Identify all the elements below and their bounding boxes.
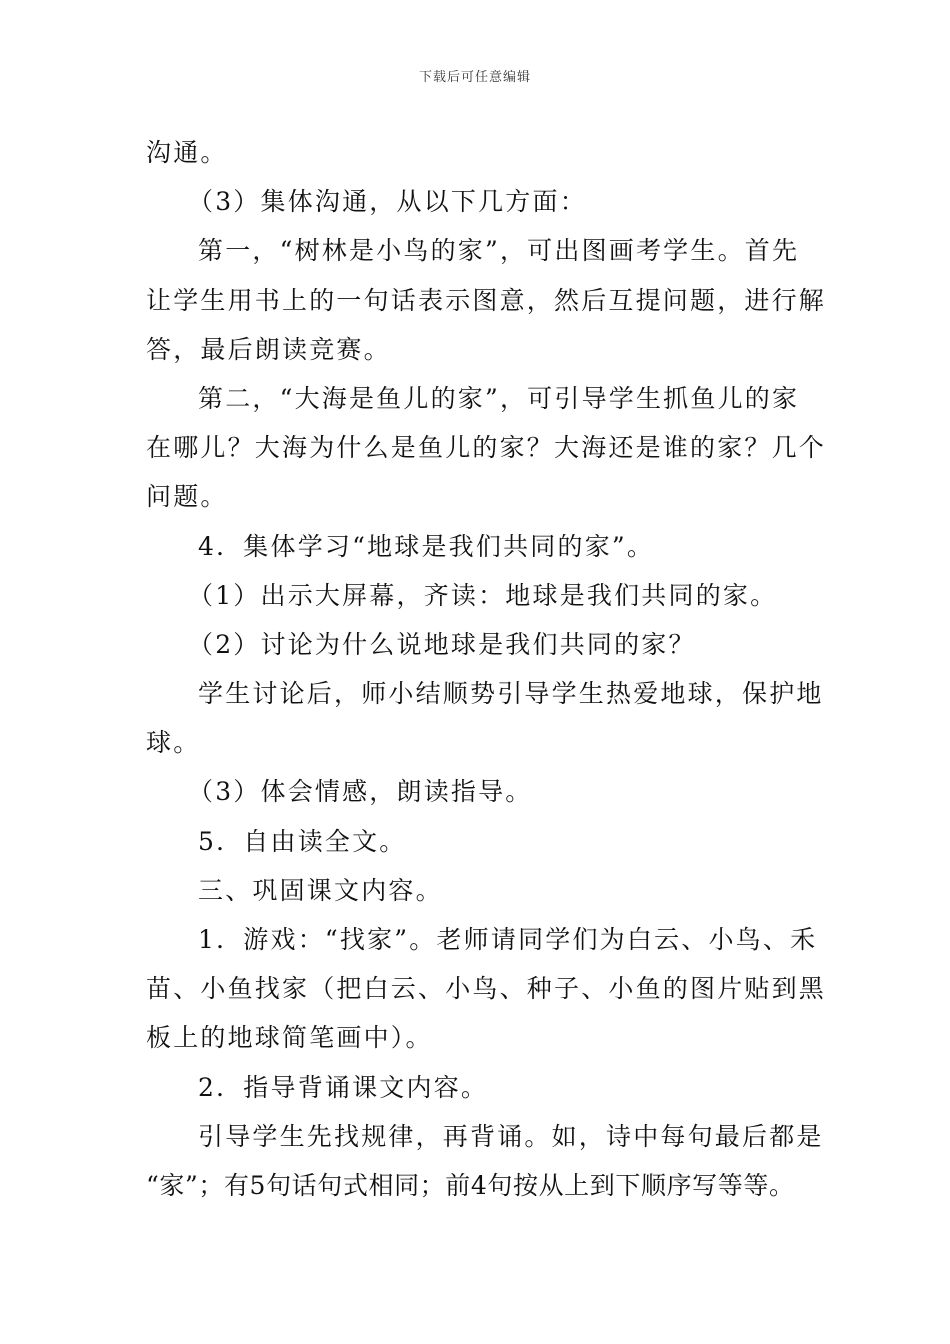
text-line: （1）出示大屏幕，齐读：地球是我们共同的家。 bbox=[188, 580, 778, 610]
text-line: 答，最后朗读竞赛。 bbox=[146, 334, 391, 364]
text-line: 问题。 bbox=[146, 482, 228, 512]
text-line: 1．游戏：“找家”。老师请同学们为白云、小鸟、禾 bbox=[198, 925, 818, 954]
page-header: 下载后可任意编辑 bbox=[418, 70, 531, 85]
text-line: 引导学生先找规律，再背诵。如，诗中每句最后都是 bbox=[198, 1121, 824, 1151]
text-line: 板上的地球简笔画中）。 bbox=[146, 1023, 433, 1053]
text-line: 三、巩固课文内容。 bbox=[198, 875, 443, 905]
document-body bbox=[146, 128, 827, 1210]
text-line: 5．自由读全文。 bbox=[198, 826, 407, 856]
text-line: （3）集体沟通，从以下几方面： bbox=[188, 187, 587, 217]
text-line: 苗、小鱼找家（把白云、小鸟、种子、小鱼的图片贴到黑 bbox=[146, 974, 827, 1004]
text-line: （2）讨论为什么说地球是我们共同的家？ bbox=[188, 629, 696, 659]
text-line: 球。 bbox=[146, 728, 201, 758]
text-line: 让学生用书上的一句话表示图意，然后互提问题，进行解 bbox=[146, 285, 827, 315]
text-line: 第二，“大海是鱼儿的家”，可引导学生抓鱼儿的家 bbox=[198, 383, 800, 413]
text-line: 沟通。 bbox=[146, 138, 228, 167]
text-line: 学生讨论后，师小结顺势引导学生热爱地球，保护地 bbox=[198, 679, 824, 709]
text-line: “家”；有5句话句式相同；前4句按从上到下顺序写等等。 bbox=[146, 1170, 795, 1200]
text-line: 第一，“树林是小鸟的家”，可出图画考学生。首先 bbox=[198, 236, 800, 266]
text-line: 2．指导背诵课文内容。 bbox=[198, 1072, 489, 1102]
text-line: 4．集体学习“地球是我们共同的家”。 bbox=[198, 531, 655, 561]
text-line: 在哪儿？大海为什么是鱼儿的家？大海还是谁的家？几个 bbox=[146, 433, 827, 463]
text-line: （3）体会情感，朗读指导。 bbox=[188, 777, 533, 807]
